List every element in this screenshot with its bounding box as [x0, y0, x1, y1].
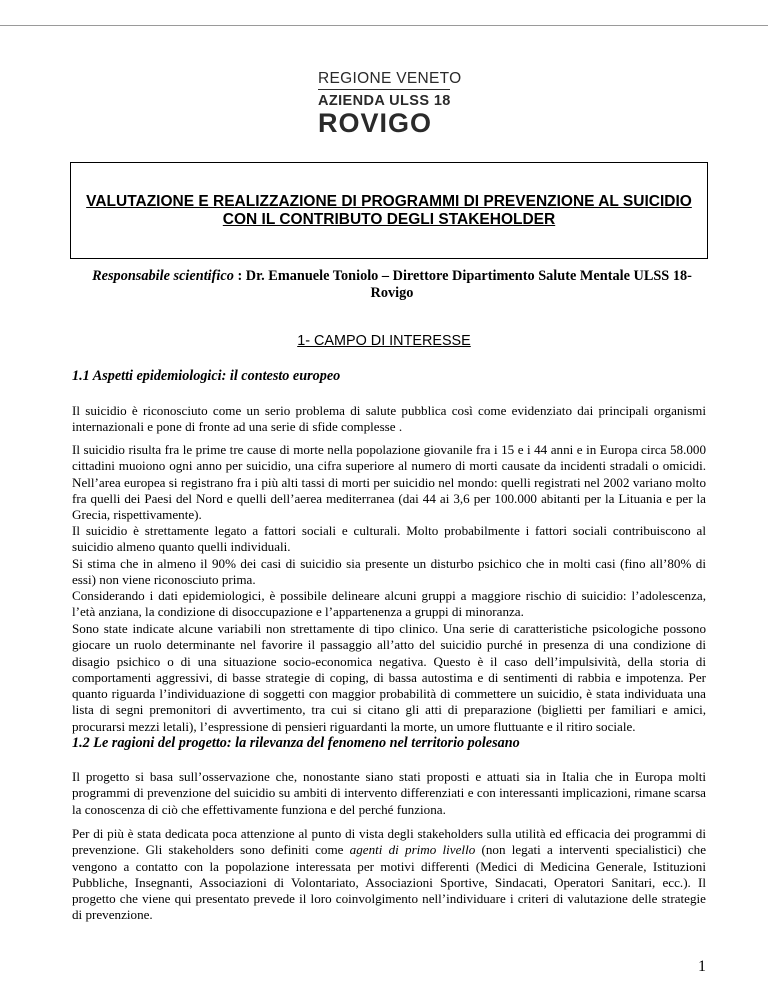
logo-azienda-text: AZIENDA ULSS 18 [318, 93, 451, 109]
paragraph-8-emphasis: agenti di primo livello [349, 842, 476, 858]
subsection-heading-1-2: 1.2 Le ragioni del progetto: la rilevanza del fenomeno nel territorio polesano [72, 735, 520, 751]
paragraph-8 [72, 826, 706, 924]
logo-city-text: ROVIGO [318, 108, 433, 138]
document-title: VALUTAZIONE E REALIZZAZIONE DI PROGRAMMI DI PREVENZIONE AL SUICIDIO CON IL CONTRIBUTO DEGLI STAKEHOLDER [86, 192, 692, 228]
paragraph-3: Il suicidio è strettamente legato a fattori sociali e culturali. Molto probabilmente i fattori sociali contribuiscono al suicidio almeno quanto quelli individuali. [72, 523, 706, 555]
responsible-line [72, 268, 712, 302]
paragraph-4: Si stima che in almeno il 90% dei casi di suicidio sia presente un disturbo psichico che in molti casi (fino all’80% di essi) non viene riconosciuto prima. [72, 556, 706, 588]
paragraph-8-text-b: (non legati a interventi specialistici) che vengono a contatto con la popolazione interessata per motivi differenti (Medici di Medicina Generale, Istituzioni Pubbliche, Insegnanti, Associazioni di Volontariato, Associazioni Sportive, Sindacati, Operatori Sanitari, ecc.). Il progetto che viene qui presentato prevede il loro coinvolgimento nell’individuare i criteri di valutazione delle strategie di prevenzione. [72, 842, 707, 923]
document-title-box [70, 162, 708, 259]
paragraph-1: Il suicidio è riconosciuto come un serio problema di salute pubblica così come evidenziato dai principali organismi internazionali e pone di fronte ad una serie di sfide complesse . [72, 403, 706, 435]
paragraph-2: Il suicidio risulta fra le prime tre cause di morte nella popolazione giovanile fra i 15 e i 44 anni e in Europa circa 58.000 cittadini muoiono ogni anno per suicidio, una cifra superiore al numero di morti causate da incidenti stradali o omicidi. Nell’area europea si registrano fra i più alti tassi di morti per suicidio nel mondo: quelli registrati nel 2002 variano molto fra quelli dei Paesi del Nord e quelli dell’aerea mediterranea (dai 44 ai 3,6 per 100.000 abitanti per la Lituania e per la Grecia, rispettivamente). [72, 442, 706, 523]
paragraph-6: Sono state indicate alcune variabili non strettamente di tipo clinico. Una serie di caratteristiche psicologiche possono giocare un ruolo determinante nel favorire il passaggio all’atto del suicidio purché in presenza di una condizione di disagio psichico o di una situazione socio-economica negativa. Questo è il caso dell’impulsività, della storia di comportamenti aggressivi, di basse strategie di coping, di bassa autostima e di sentimenti di rabbia e impotenza. Per quanto riguarda l’individuazione di soggetti con maggior probabilità di commettere un suicidio, è stata individuata una lista di segni premonitori di avvertimento, tra cui si citano gli atti di preparazione (biglietti per familiari e amici, procurarsi mezzi letali), l’espressione di pensieri riguardanti la morte, un umore fluttuante e il ritiro sociale. [72, 621, 706, 734]
paragraph-7: Il progetto si basa sull’osservazione che, nonostante siano stati proposti e attuati sia in Italia che in Europa molti programmi di prevenzione del suicidio su ambiti di intervento differenziati e con interessanti implicazioni, rimane scarsa la conoscenza di ciò che effettivamente funziona e del perché funziona. [72, 769, 706, 817]
section-title: 1- CAMPO DI INTERESSE [297, 333, 471, 349]
logo-divider [318, 89, 450, 90]
logo-region-text: REGIONE VENETO [318, 70, 462, 87]
responsible-label: Responsabile scientifico [92, 268, 234, 284]
page-number: 1 [698, 958, 706, 975]
paragraph-5: Considerando i dati epidemiologici, è possibile delineare alcuni gruppi a maggiore rischio di suicidio: l’adolescenza, l’età anziana, la condizione di disoccupazione e l’appartenenza a gruppi di minoranza. [72, 588, 706, 620]
ulss-logo [318, 70, 462, 138]
header-rule [0, 25, 768, 26]
subsection-heading-1-1: 1.1 Aspetti epidemiologici: il contesto europeo [72, 368, 341, 384]
paragraph-8-text-a: Per di più è stata dedicata poca attenzione al punto di vista degli stakeholders sulla utilità ed efficacia dei programmi di prevenzione. Gli stakeholders sono definiti come [72, 826, 706, 858]
responsible-text: : Dr. Emanuele Toniolo – Direttore Dipartimento Salute Mentale ULSS 18- Rovigo [237, 268, 692, 301]
